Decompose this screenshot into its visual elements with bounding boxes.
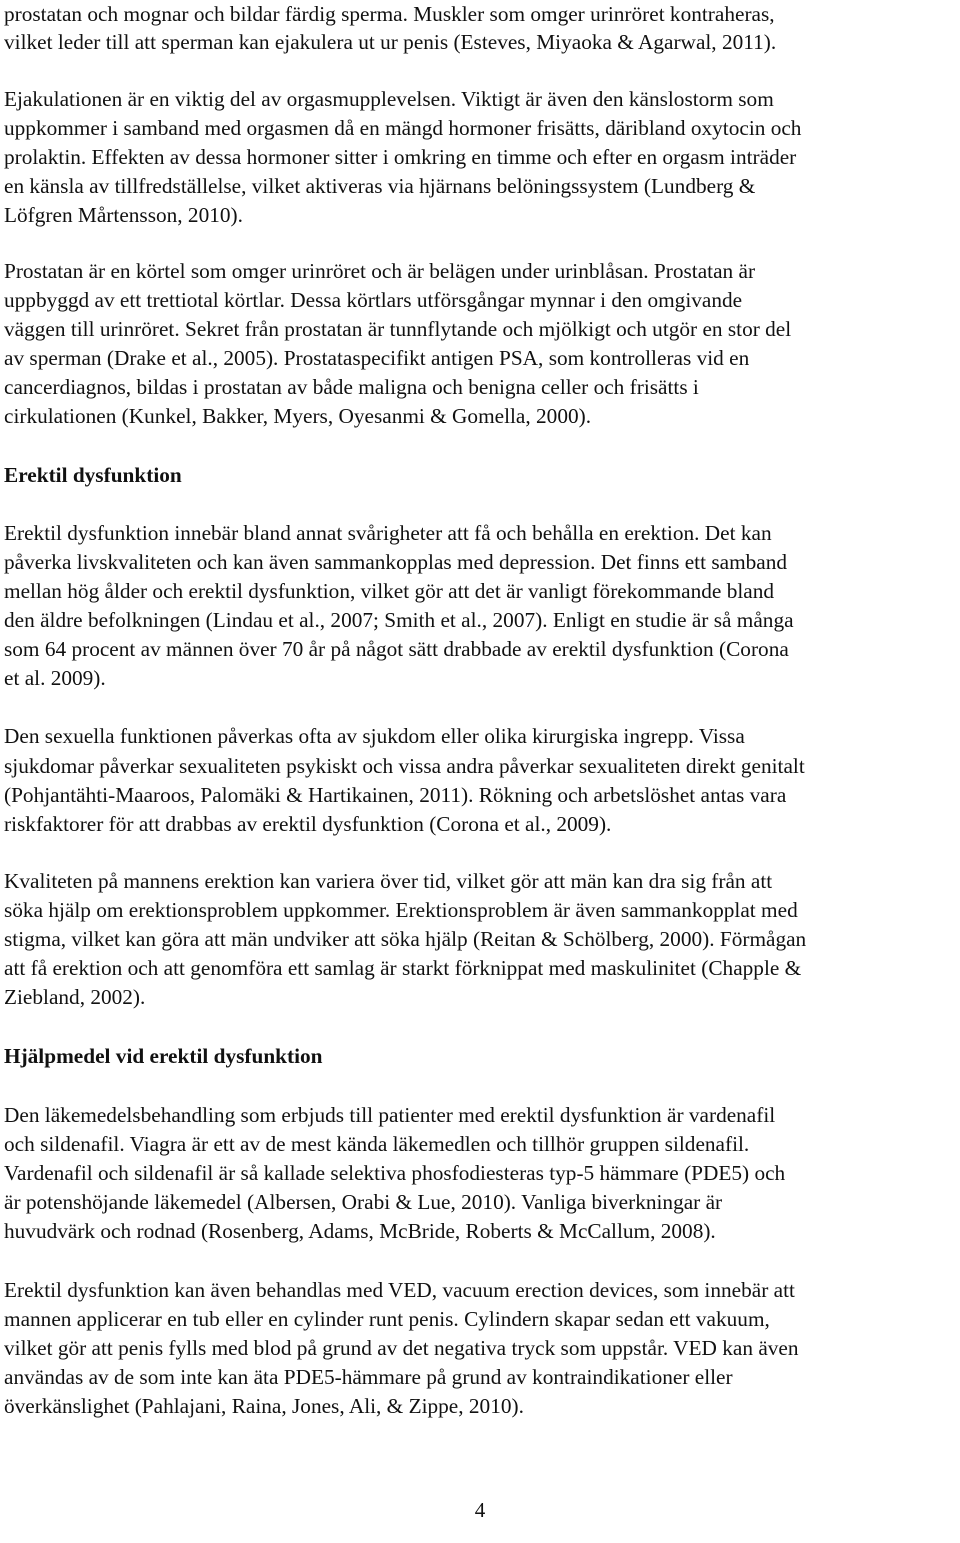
text-line: som 64 procent av männen över 70 år på något sätt drabbade av erektil dysfunktion (Corona bbox=[4, 637, 789, 661]
text-line: Den läkemedelsbehandling som erbjuds till patienter med erektil dysfunktion är vardenafil bbox=[4, 1103, 776, 1127]
text-line: Prostatan är en körtel som omger urinröret och är belägen under urinblåsan. Prostatan är bbox=[4, 259, 756, 283]
text-line: cirkulationen (Kunkel, Bakker, Myers, Oyesanmi & Gomella, 2000). bbox=[4, 404, 592, 428]
text-line: den äldre befolkningen (Lindau et al., 2007; Smith et al., 2007). Enligt en studie är så många bbox=[4, 608, 794, 632]
page-number: 4 bbox=[474, 1498, 486, 1522]
text-line: Ziebland, 2002). bbox=[4, 985, 146, 1009]
text-line: söka hjälp om erektionsproblem uppkommer. Erektionsproblem är även sammankopplat med bbox=[4, 898, 798, 922]
text-line: et al. 2009). bbox=[4, 666, 106, 690]
text-line: uppbyggd av ett trettiotal körtlar. Dessa körtlars utförsgångar mynnar i den omgivande bbox=[4, 288, 743, 312]
text-line: Erektil dysfunktion innebär bland annat svårigheter att få och behålla en erektion. Det kan bbox=[4, 521, 772, 545]
text-line: prostatan och mognar och bildar färdig sperma. Muskler som omger urinröret kontraheras, bbox=[4, 2, 775, 26]
text-line: Ejakulationen är en viktig del av orgasmupplevelsen. Viktigt är även den känslostorm som bbox=[4, 87, 774, 111]
text-line: Vardenafil och sildenafil är så kallade selektiva phosfodiesteras typ-5 hämmare (PDE5) och bbox=[4, 1161, 786, 1185]
text-line: Den sexuella funktionen påverkas ofta av sjukdom eller olika kirurgiska ingrepp. Vissa bbox=[4, 724, 745, 748]
text-line: Kvaliteten på mannens erektion kan variera över tid, vilket gör att män kan dra sig från att bbox=[4, 869, 773, 893]
text-line: och sildenafil. Viagra är ett av de mest kända läkemedlen och tillhör gruppen sildenafil. bbox=[4, 1132, 750, 1156]
text-line: mellan hög ålder och erektil dysfunktion, vilket gör att det är vanligt förekommande bland bbox=[4, 579, 775, 603]
text-line: sjukdomar påverkar sexualiteten psykiskt och vissa andra påverkar sexualiteten direkt genitalt bbox=[4, 754, 805, 778]
text-line: vilket gör att penis fylls med blod på grund av det negativa tryck som uppstår. VED kan även bbox=[4, 1336, 799, 1360]
text-line: vilket leder till att sperman kan ejakulera ut ur penis (Esteves, Miyaoka & Agarwal, 2011). bbox=[4, 30, 777, 54]
text-line: Löfgren Mårtensson, 2010). bbox=[4, 203, 243, 227]
text-line: är potenshöjande läkemedel (Albersen, Orabi & Lue, 2010). Vanliga biverkningar är bbox=[4, 1190, 723, 1214]
section-heading: Hjälpmedel vid erektil dysfunktion bbox=[4, 1044, 323, 1068]
text-line: cancerdiagnos, bildas i prostatan av både maligna och benigna celler och frisätts i bbox=[4, 375, 699, 399]
text-line: riskfaktorer för att drabbas av erektil dysfunktion (Corona et al., 2009). bbox=[4, 812, 612, 836]
text-line: en känsla av tillfredställelse, vilket aktiveras via hjärnans belöningssystem (Lundberg & bbox=[4, 174, 756, 198]
text-line: (Pohjantähti-Maaroos, Palomäki & Hartikainen, 2011). Rökning och arbetslöshet antas vara bbox=[4, 783, 787, 807]
text-line: Erektil dysfunktion kan även behandlas med VED, vacuum erection devices, som innebär att bbox=[4, 1278, 795, 1302]
text-line: prolaktin. Effekten av dessa hormoner sitter i omkring en timme och efter en orgasm inträder bbox=[4, 145, 797, 169]
text-line: väggen till urinröret. Sekret från prostatan är tunnflytande och mjölkigt och utgör en stor del bbox=[4, 317, 792, 341]
text-line: uppkommer i samband med orgasmen då en mängd hormoner frisätts, däribland oxytocin och bbox=[4, 116, 802, 140]
text-line: mannen applicerar en tub eller en cylinder runt penis. Cylindern skapar sedan ett vakuum, bbox=[4, 1307, 770, 1331]
text-line: påverka livskvaliteten och kan även sammankopplas med depression. Det finns ett samband bbox=[4, 550, 788, 574]
text-line: av sperman (Drake et al., 2005). Prostataspecifikt antigen PSA, som kontrolleras vid en bbox=[4, 346, 750, 370]
section-heading: Erektil dysfunktion bbox=[4, 463, 182, 487]
text-line: överkänslighet (Pahlajani, Raina, Jones, Ali, & Zippe, 2010). bbox=[4, 1394, 524, 1418]
text-line: användas av de som inte kan äta PDE5-hämmare på grund av kontraindikationer eller bbox=[4, 1365, 733, 1389]
text-line: att få erektion och att genomföra ett samlag är starkt förknippat med maskulinitet (Chapple & bbox=[4, 956, 802, 980]
text-line: stigma, vilket kan göra att män undviker att söka hjälp (Reitan & Schölberg, 2000). Förmågan bbox=[4, 927, 807, 951]
text-line: huvudvärk och rodnad (Rosenberg, Adams, McBride, Roberts & McCallum, 2008). bbox=[4, 1219, 716, 1243]
